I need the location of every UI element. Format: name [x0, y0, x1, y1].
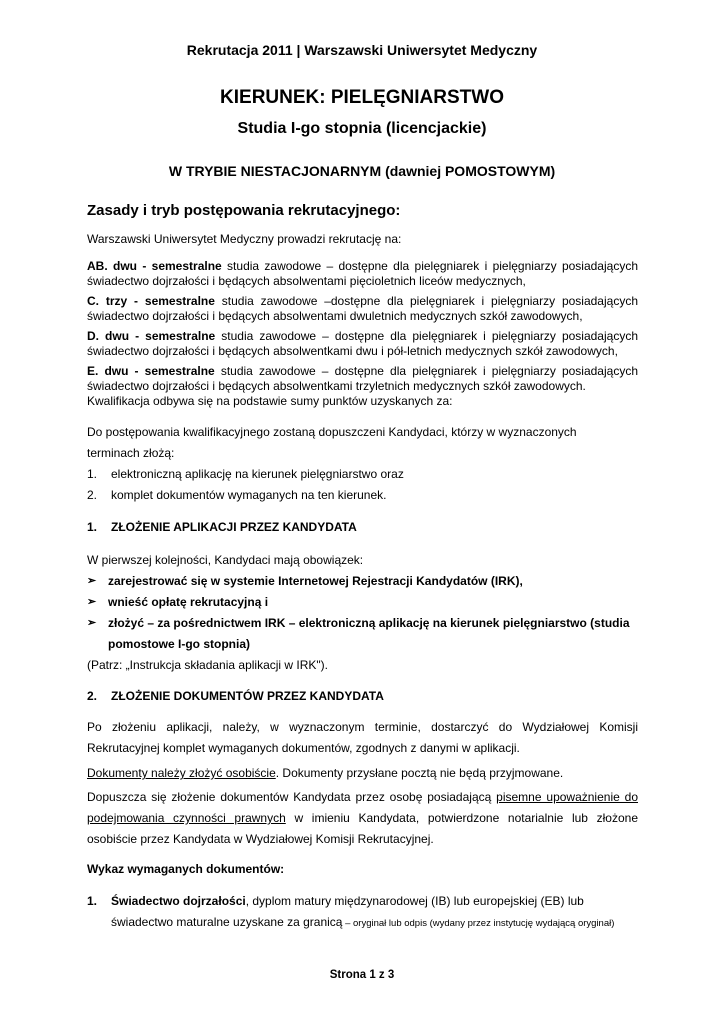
document-1-note: – oryginał lub odpis (wydany przez instytucję wydającą oryginał) [342, 918, 615, 929]
list-item [87, 891, 638, 934]
program-e-text: studia zawodowe – dostępne dla pielęgniarek i pielęgniarzy posiadających świadectwo dojrzałości i będących absolwentkami trzyletnich medycznych szkół zawodowych. [87, 364, 638, 393]
section-2-para-1: Po złożeniu aplikacji, należy, w wyznaczonym terminie, dostarczyć do Wydziałowej Komisji Rekrutacyjnej komplet wymaganych dokumentów, zgodnych z danymi w aplikacji. [87, 720, 638, 755]
section-1-note: (Patrz: „Instrukcja składania aplikacji w IRK"). [87, 658, 329, 672]
list-item [87, 464, 638, 485]
para-3-start: Dopuszcza się złożenie dokumentów Kandydata przez osobę posiadającą [87, 790, 497, 804]
list-item [87, 571, 638, 592]
page-header: Rekrutacja 2011 | Warszawski Uniwersytet Medyczny [186, 42, 538, 58]
list-number: 1. [87, 467, 98, 481]
program-c-label: C. trzy - semestralne [87, 294, 215, 308]
document-1-text [111, 891, 638, 934]
list-item [87, 613, 638, 655]
program-c [87, 294, 638, 324]
admission-line-1: Do postępowania kwalifikacyjnego zostaną dopuszczeni Kandydaci, którzy w wyznaczonych [87, 425, 577, 439]
program-ab-label: AB. dwu - semestralne [87, 259, 222, 273]
bullet-text: wnieść opłatę rekrutacyjną i [108, 595, 269, 609]
authorization-note: pisemne upoważnienie do podejmowania czynności prawnych [87, 790, 638, 825]
list-number: 1. [87, 894, 98, 908]
intro-text: Warszawski Uniwersytet Medyczny prowadzi rekrutację na: [87, 232, 402, 246]
program-d [87, 329, 638, 359]
qualification-text: Kwalifikacja odbywa się na podstawie sumy punktów uzyskanych za: [87, 394, 453, 408]
section-number: 1. [87, 520, 98, 534]
section-title: ZŁOŻENIE DOKUMENTÓW PRZEZ KANDYDATA [111, 689, 384, 703]
section-2-para-3 [87, 787, 638, 850]
section-1-heading [87, 520, 638, 535]
program-ab [87, 259, 638, 289]
list-item [87, 592, 638, 613]
section-1-intro: W pierwszej kolejności, Kandydaci mają obowiązek: [87, 553, 364, 567]
program-e-label: E. dwu - semestralne [87, 364, 215, 378]
arrow-bullet-icon: ➢ [87, 575, 97, 587]
study-mode-heading: W TRYBIE NIESTACJONARNYM (dawniej POMOSTOWYM) [168, 163, 556, 179]
admission-line-2: terminach złożą: [87, 446, 175, 460]
list-number: 2. [87, 488, 98, 502]
section-2-para-2 [87, 763, 638, 784]
program-c-text: studia zawodowe –dostępne dla pielęgniarek i pielęgniarzy posiadających świadectwo dojrzałości i będących absolwentami dwuletnich medycznych szkół zawodowych, [87, 294, 638, 323]
documents-heading: Wykaz wymaganych dokumentów: [87, 862, 285, 876]
page-number: Strona 1 z 3 [329, 969, 395, 981]
document-body [87, 203, 638, 934]
bullet-text: zarejestrować się w systemie Internetowej Rejestracji Kandydatów (IRK), [108, 574, 523, 588]
page-title: KIERUNEK: PIELĘGNIARSTWO [220, 87, 504, 108]
program-d-label: D. dwu - semestralne [87, 329, 216, 343]
program-ab-text: studia zawodowe – dostępne dla pielęgniarek i pielęgniarzy posiadających świadectwo dojrzałości i będących absolwentami pięcioletnich liceów medycznych, [87, 259, 638, 288]
section-number: 2. [87, 689, 98, 703]
program-e [87, 364, 638, 394]
personal-submission-note: Dokumenty należy złożyć osobiście [87, 766, 276, 780]
document-1-title: Świadectwo dojrzałości [111, 894, 246, 908]
list-item [87, 485, 638, 506]
arrow-bullet-icon: ➢ [87, 617, 97, 629]
list-text: komplet dokumentów wymaganych na ten kierunek. [111, 488, 387, 502]
document-1-desc: , dyplom matury międzynarodowej (IB) lub europejskiej (EB) lub świadectwo maturalne uzyskane za granicą [111, 894, 584, 929]
bullet-text: złożyć – za pośrednictwem IRK – elektroniczną aplikację na kierunek pielęgniarstwo (studia pomostowe I-go stopnia) [108, 616, 630, 651]
section-title: ZŁOŻENIE APLIKACJI PRZEZ KANDYDATA [111, 520, 357, 534]
page-subtitle: Studia I-go stopnia (licencjackie) [237, 120, 487, 137]
arrow-bullet-icon: ➢ [87, 596, 97, 608]
program-d-text: studia zawodowe – dostępne dla pielęgniarek i pielęgniarzy posiadających świadectwo dojrzałości i będących absolwentkami dwu i pół-letnich medycznych szkół zawodowych, [87, 329, 638, 358]
mail-note: . Dokumenty przysłane pocztą nie będą przyjmowane. [275, 766, 564, 780]
list-text: elektroniczną aplikację na kierunek pielęgniarstwo oraz [111, 467, 404, 481]
para-3-end: w imieniu Kandydata, potwierdzone notarialnie lub złożone osobiście przez Kandydata w Wydziałowej Komisji Rekrutacyjnej. [87, 811, 638, 846]
section-2-heading [87, 689, 638, 704]
rules-heading: Zasady i tryb postępowania rekrutacyjnego: [87, 202, 401, 219]
